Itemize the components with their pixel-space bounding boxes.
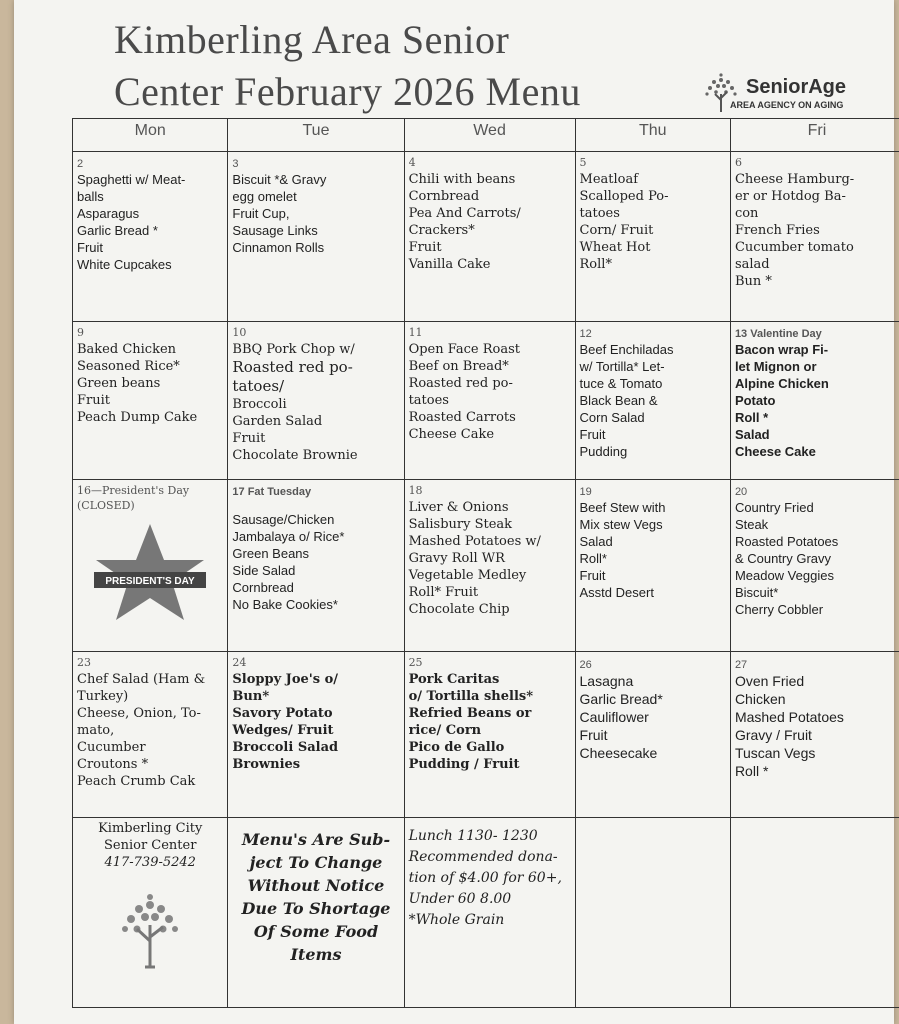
week-row-2 — [73, 322, 899, 480]
menu-item: Fruit — [579, 727, 608, 743]
notice-line: Menu's Are Sub- — [241, 830, 391, 849]
day-number: 26 — [579, 659, 592, 671]
notice-line: ject To Change — [249, 853, 383, 872]
menu-item: Bacon wrap Fi- — [734, 342, 829, 357]
day-cell — [575, 480, 730, 652]
menu-item: White Cupcakes — [77, 257, 172, 272]
week-row-4 — [73, 652, 899, 818]
menu-item: rice/ Corn — [408, 723, 482, 738]
menu-item: Biscuit* — [734, 585, 779, 600]
menu-item: Black Bean & — [579, 393, 658, 408]
day-cell — [73, 652, 228, 818]
menu-item: Garlic Bread* — [579, 691, 663, 707]
menu-item: Baked Chicken — [77, 342, 177, 357]
menu-item: Chocolate Brownie — [232, 448, 358, 463]
menu-item: let Mignon or — [734, 359, 817, 374]
menu-item: Spaghetti w/ Meat- — [77, 172, 186, 187]
menu-item: Broccoli Salad — [232, 740, 339, 755]
menu-item: Meatloaf — [579, 172, 639, 187]
menu-item: Broccoli — [232, 397, 287, 412]
menu-item: Roasted red po- — [232, 358, 353, 376]
menu-item: Sausage/Chicken — [232, 512, 335, 527]
notice-cell — [228, 818, 404, 1008]
menu-item: Salisbury Steak — [408, 517, 513, 532]
menu-item: Lasagna — [579, 673, 634, 689]
menu-item: Steak — [734, 517, 769, 532]
menu-item: Turkey) — [77, 689, 129, 704]
logo-subtitle: AREA AGENCY ON AGING — [730, 100, 844, 110]
menu-item: con — [734, 206, 759, 221]
menu-item: Liver & Onions — [408, 500, 509, 515]
menu-item: Chef Salad (Ham & — [77, 672, 206, 687]
senior-age-logo — [694, 70, 894, 120]
menu-item: Peach Crumb Cak — [77, 774, 196, 789]
week-row-3 — [73, 480, 899, 652]
title-line-2: Center February 2026 Menu — [114, 69, 581, 114]
menu-item: salad — [734, 257, 770, 272]
menu-item: Jambalaya o/ Rice* — [232, 529, 345, 544]
day-number: 9 — [77, 326, 84, 339]
menu-item: Beef Enchiladas — [579, 342, 674, 357]
center-contact-cell — [73, 818, 228, 1008]
day-cell — [575, 652, 730, 818]
menu-item: Garlic Bread * — [77, 223, 158, 238]
week-row-1 — [73, 152, 899, 322]
menu-item: Green Beans — [232, 546, 310, 561]
menu-item: Side Salad — [232, 563, 296, 578]
menu-item: Gravy / Fruit — [734, 727, 812, 743]
presidents-day-star-icon — [90, 520, 210, 630]
menu-item: Country Fried — [734, 500, 814, 515]
weekday-header-row — [73, 119, 899, 152]
menu-item: mato, — [77, 723, 115, 738]
menu-item: Pea And Carrots/ — [408, 206, 521, 221]
menu-item: Refried Beans or — [408, 706, 532, 721]
menu-item: Scalloped Po- — [579, 189, 669, 204]
header-wed: Wed — [404, 119, 575, 152]
menu-item: Asstd Desert — [579, 585, 654, 600]
day-number: 3 — [232, 158, 239, 170]
menu-item: Roll* Fruit — [408, 585, 479, 600]
notice-line: Of Some Food — [253, 922, 379, 941]
menu-item: Chocolate Chip — [408, 602, 510, 617]
menu-item: Cheese Cake — [734, 444, 816, 459]
menu-item: Peach Dump Cake — [77, 410, 198, 425]
logo-name: SeniorAge — [746, 76, 847, 98]
notice-line: Items — [290, 945, 342, 964]
menu-item: Biscuit *& Gravy — [232, 172, 327, 187]
menu-item: Open Face Roast — [408, 342, 520, 357]
menu-item: Chili with beans — [408, 172, 516, 187]
menu-item: Corn/ Fruit — [579, 223, 654, 238]
day-number: 25 — [408, 656, 423, 669]
menu-item: Pork Caritas — [408, 672, 500, 687]
day-number: 5 — [579, 156, 587, 169]
empty-cell — [575, 818, 730, 1008]
menu-item: Asparagus — [77, 206, 140, 221]
menu-item: Tuscan Vegs — [734, 745, 816, 761]
menu-item: Fruit — [77, 393, 110, 408]
menu-title — [114, 14, 581, 118]
menu-item: w/ Tortilla* Let- — [579, 359, 665, 374]
menu-item: Fruit — [579, 427, 606, 442]
menu-item: Salad — [579, 534, 613, 549]
menu-item: Fruit Cup, — [232, 206, 290, 221]
menu-item: Sloppy Joe's o/ — [232, 672, 339, 687]
menu-item: Cauliflower — [579, 709, 649, 725]
menu-item: Cornbread — [408, 189, 480, 204]
menu-item: & Country Gravy — [734, 551, 832, 566]
day-number: 11 — [408, 326, 423, 339]
menu-item: Bun* — [232, 689, 270, 704]
info-line: Under 60 8.00 — [408, 891, 512, 907]
menu-item: Potato — [734, 393, 776, 408]
day-number: 16—President's Day — [77, 484, 190, 497]
day-cell-holiday — [73, 480, 228, 652]
menu-item: Chicken — [734, 691, 786, 707]
menu-item: BBQ Pork Chop w/ — [232, 342, 355, 357]
menu-item: Roll * — [734, 763, 769, 779]
menu-item: Cheese Hamburg- — [734, 172, 855, 187]
day-number: 4 — [408, 156, 416, 169]
day-number: 17 Fat Tuesday — [232, 486, 312, 498]
menu-item: No Bake Cookies* — [232, 597, 338, 612]
day-cell — [228, 480, 404, 652]
menu-item: o/ Tortilla shells* — [408, 689, 534, 704]
menu-item: Roll* — [579, 257, 612, 272]
day-cell — [575, 152, 730, 322]
day-number: 19 — [579, 486, 592, 498]
menu-item: Green beans — [77, 376, 161, 391]
info-line: tion of $4.00 for 60+, — [408, 870, 562, 886]
menu-item: Gravy Roll WR — [408, 551, 505, 566]
day-number: 10 — [232, 326, 247, 339]
day-cell — [73, 152, 228, 322]
menu-item: tatoes/ — [232, 377, 285, 395]
menu-item: Pudding / Fruit — [408, 757, 520, 772]
info-cell — [404, 818, 575, 1008]
menu-item: Cucumber tomato — [734, 240, 854, 255]
day-cell — [404, 322, 575, 480]
day-number: 18 — [408, 484, 423, 497]
menu-item: Roasted Potatoes — [734, 534, 839, 549]
menu-item: Cinnamon Rolls — [232, 240, 325, 255]
menu-item: Oven Fried — [734, 673, 805, 689]
day-cell — [730, 480, 899, 652]
menu-item: Vegetable Medley — [408, 568, 527, 583]
menu-item: tuce & Tomato — [579, 376, 663, 391]
badge-text: PRESIDENT'S DAY — [105, 576, 195, 587]
menu-item: Cornbread — [232, 580, 294, 595]
menu-item: Corn Salad — [579, 410, 645, 425]
day-cell — [404, 152, 575, 322]
tree-icon — [115, 891, 185, 971]
day-number: 12 — [579, 328, 592, 340]
day-cell — [228, 652, 404, 818]
menu-item: Wedges/ Fruit — [232, 723, 334, 738]
menu-item: Fruit — [232, 431, 266, 446]
menu-item: Croutons * — [77, 757, 149, 772]
day-cell — [228, 152, 404, 322]
day-number: 13 Valentine Day — [734, 328, 822, 340]
header-fri: Fri — [730, 119, 899, 152]
notice-line: Due To Shortage — [241, 899, 391, 918]
day-number: 24 — [232, 656, 247, 669]
menu-item: Sausage Links — [232, 223, 318, 238]
day-number: 27 — [734, 659, 748, 671]
menu-item: Pico de Gallo — [408, 740, 505, 755]
header-thu: Thu — [575, 119, 730, 152]
info-line: *Whole Grain — [408, 912, 505, 928]
menu-item: Fruit — [579, 568, 606, 583]
center-phone: 417-739-5242 — [104, 855, 196, 870]
menu-item: Fruit — [408, 240, 442, 255]
menu-item: Crackers* — [408, 223, 475, 238]
menu-item: Cheese, Onion, To- — [77, 706, 201, 721]
menu-item: Cucumber — [77, 740, 146, 755]
menu-paper — [14, 0, 894, 1024]
menu-item: Beef Stew with — [579, 500, 666, 515]
menu-item: Fruit — [77, 240, 103, 255]
day-cell — [730, 152, 899, 322]
menu-item: Beef on Bread* — [408, 359, 509, 374]
day-cell — [575, 322, 730, 480]
menu-item: Alpine Chicken — [734, 376, 829, 391]
menu-item: Roasted Carrots — [408, 410, 516, 425]
menu-item: Seasoned Rice* — [77, 359, 180, 374]
menu-item: French Fries — [734, 223, 820, 238]
menu-item: Vanilla Cake — [408, 257, 491, 272]
menu-item: Roll* — [579, 551, 607, 566]
empty-cell — [730, 818, 899, 1008]
header-mon: Mon — [73, 119, 228, 152]
center-subtitle: Senior Center — [103, 838, 197, 853]
menu-item: tatoes — [408, 393, 449, 408]
day-cell — [730, 652, 899, 818]
day-number: 6 — [734, 156, 742, 169]
closed-label: (CLOSED) — [77, 499, 135, 512]
menu-item: Mashed Potatoes — [734, 709, 844, 725]
menu-item: Roasted red po- — [408, 376, 513, 391]
menu-item: Mashed Potatoes w/ — [408, 534, 541, 549]
menu-grid — [72, 118, 899, 1008]
menu-item: Cherry Cobbler — [734, 602, 824, 617]
info-line: Lunch 1130- 1230 — [408, 828, 538, 844]
day-number: 2 — [77, 158, 84, 170]
menu-item: Bun * — [734, 274, 772, 289]
day-cell — [73, 322, 228, 480]
title-line-1: Kimberling Area Senior — [114, 17, 510, 62]
menu-item: Cheesecake — [579, 745, 658, 761]
menu-item: tatoes — [579, 206, 620, 221]
day-number: 20 — [734, 486, 748, 498]
menu-item: egg omelet — [232, 189, 297, 204]
menu-item: Mix stew Vegs — [579, 517, 663, 532]
center-name: Kimberling City — [98, 821, 203, 836]
menu-item: Salad — [734, 427, 770, 442]
menu-item: Pudding — [579, 444, 628, 459]
day-cell — [404, 480, 575, 652]
menu-item: Roll * — [734, 410, 769, 425]
day-cell — [404, 652, 575, 818]
menu-item: Garden Salad — [232, 414, 323, 429]
day-cell — [730, 322, 899, 480]
header-tue: Tue — [228, 119, 404, 152]
menu-item: er or Hotdog Ba- — [734, 189, 846, 204]
menu-item: Savory Potato — [232, 706, 333, 721]
day-number: 23 — [77, 656, 91, 669]
footer-row — [73, 818, 899, 1008]
menu-item: Wheat Hot — [579, 240, 651, 255]
menu-item: Meadow Veggies — [734, 568, 834, 583]
menu-item: Cheese Cake — [408, 427, 495, 442]
menu-item: Brownies — [232, 757, 301, 772]
info-line: Recommended dona- — [408, 849, 558, 865]
menu-item: balls — [77, 189, 104, 204]
day-cell — [228, 322, 404, 480]
notice-line: Without Notice — [247, 876, 385, 895]
